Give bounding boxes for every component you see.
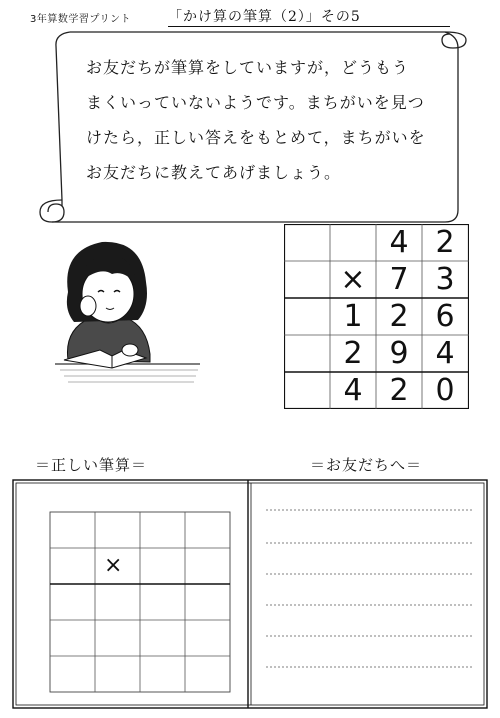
digit-cell: 2 <box>389 373 409 408</box>
instruction-line: お友だちが筆算をしていますが，どうもう <box>86 58 410 77</box>
answer-area <box>12 479 488 709</box>
example-digits <box>284 224 469 409</box>
digit-cell: 2 <box>435 225 455 260</box>
instruction-line: まくいっていないようです。まちがいを見つ <box>86 93 425 112</box>
times-sign: × <box>340 262 366 297</box>
digit-cell: 2 <box>389 299 409 334</box>
instruction-text <box>86 50 446 190</box>
blank-calculation-grid <box>50 512 230 692</box>
digit-cell: 4 <box>343 373 363 408</box>
instruction-line: けたら，正しい答えをもとめて，まちがいを <box>86 128 426 147</box>
digit-cell: 2 <box>343 336 363 371</box>
blank-grid-times-sign: × <box>104 553 123 578</box>
digit-cell: 7 <box>389 262 409 297</box>
series-label: 3年算数学習プリント <box>30 14 131 25</box>
digit-cell: 6 <box>435 299 455 334</box>
digit-cell: 4 <box>435 336 455 371</box>
correct-calculation-heading: ＝正しい筆算＝ <box>35 456 148 474</box>
writing-lines <box>266 510 474 667</box>
message-to-friend-heading: ＝お友だちへ＝ <box>310 456 423 474</box>
digit-cell: 1 <box>343 299 363 334</box>
worksheet-title: 「かけ算の筆算（2）」その5 <box>168 9 361 25</box>
digit-cell: 0 <box>435 373 455 408</box>
girl-reading-illustration <box>50 232 200 392</box>
digit-cell: 4 <box>389 225 409 260</box>
instruction-line: お友だちに教えてあげましょう。 <box>86 163 342 182</box>
digit-cell: 3 <box>435 262 455 297</box>
digit-cell: 9 <box>389 336 409 371</box>
